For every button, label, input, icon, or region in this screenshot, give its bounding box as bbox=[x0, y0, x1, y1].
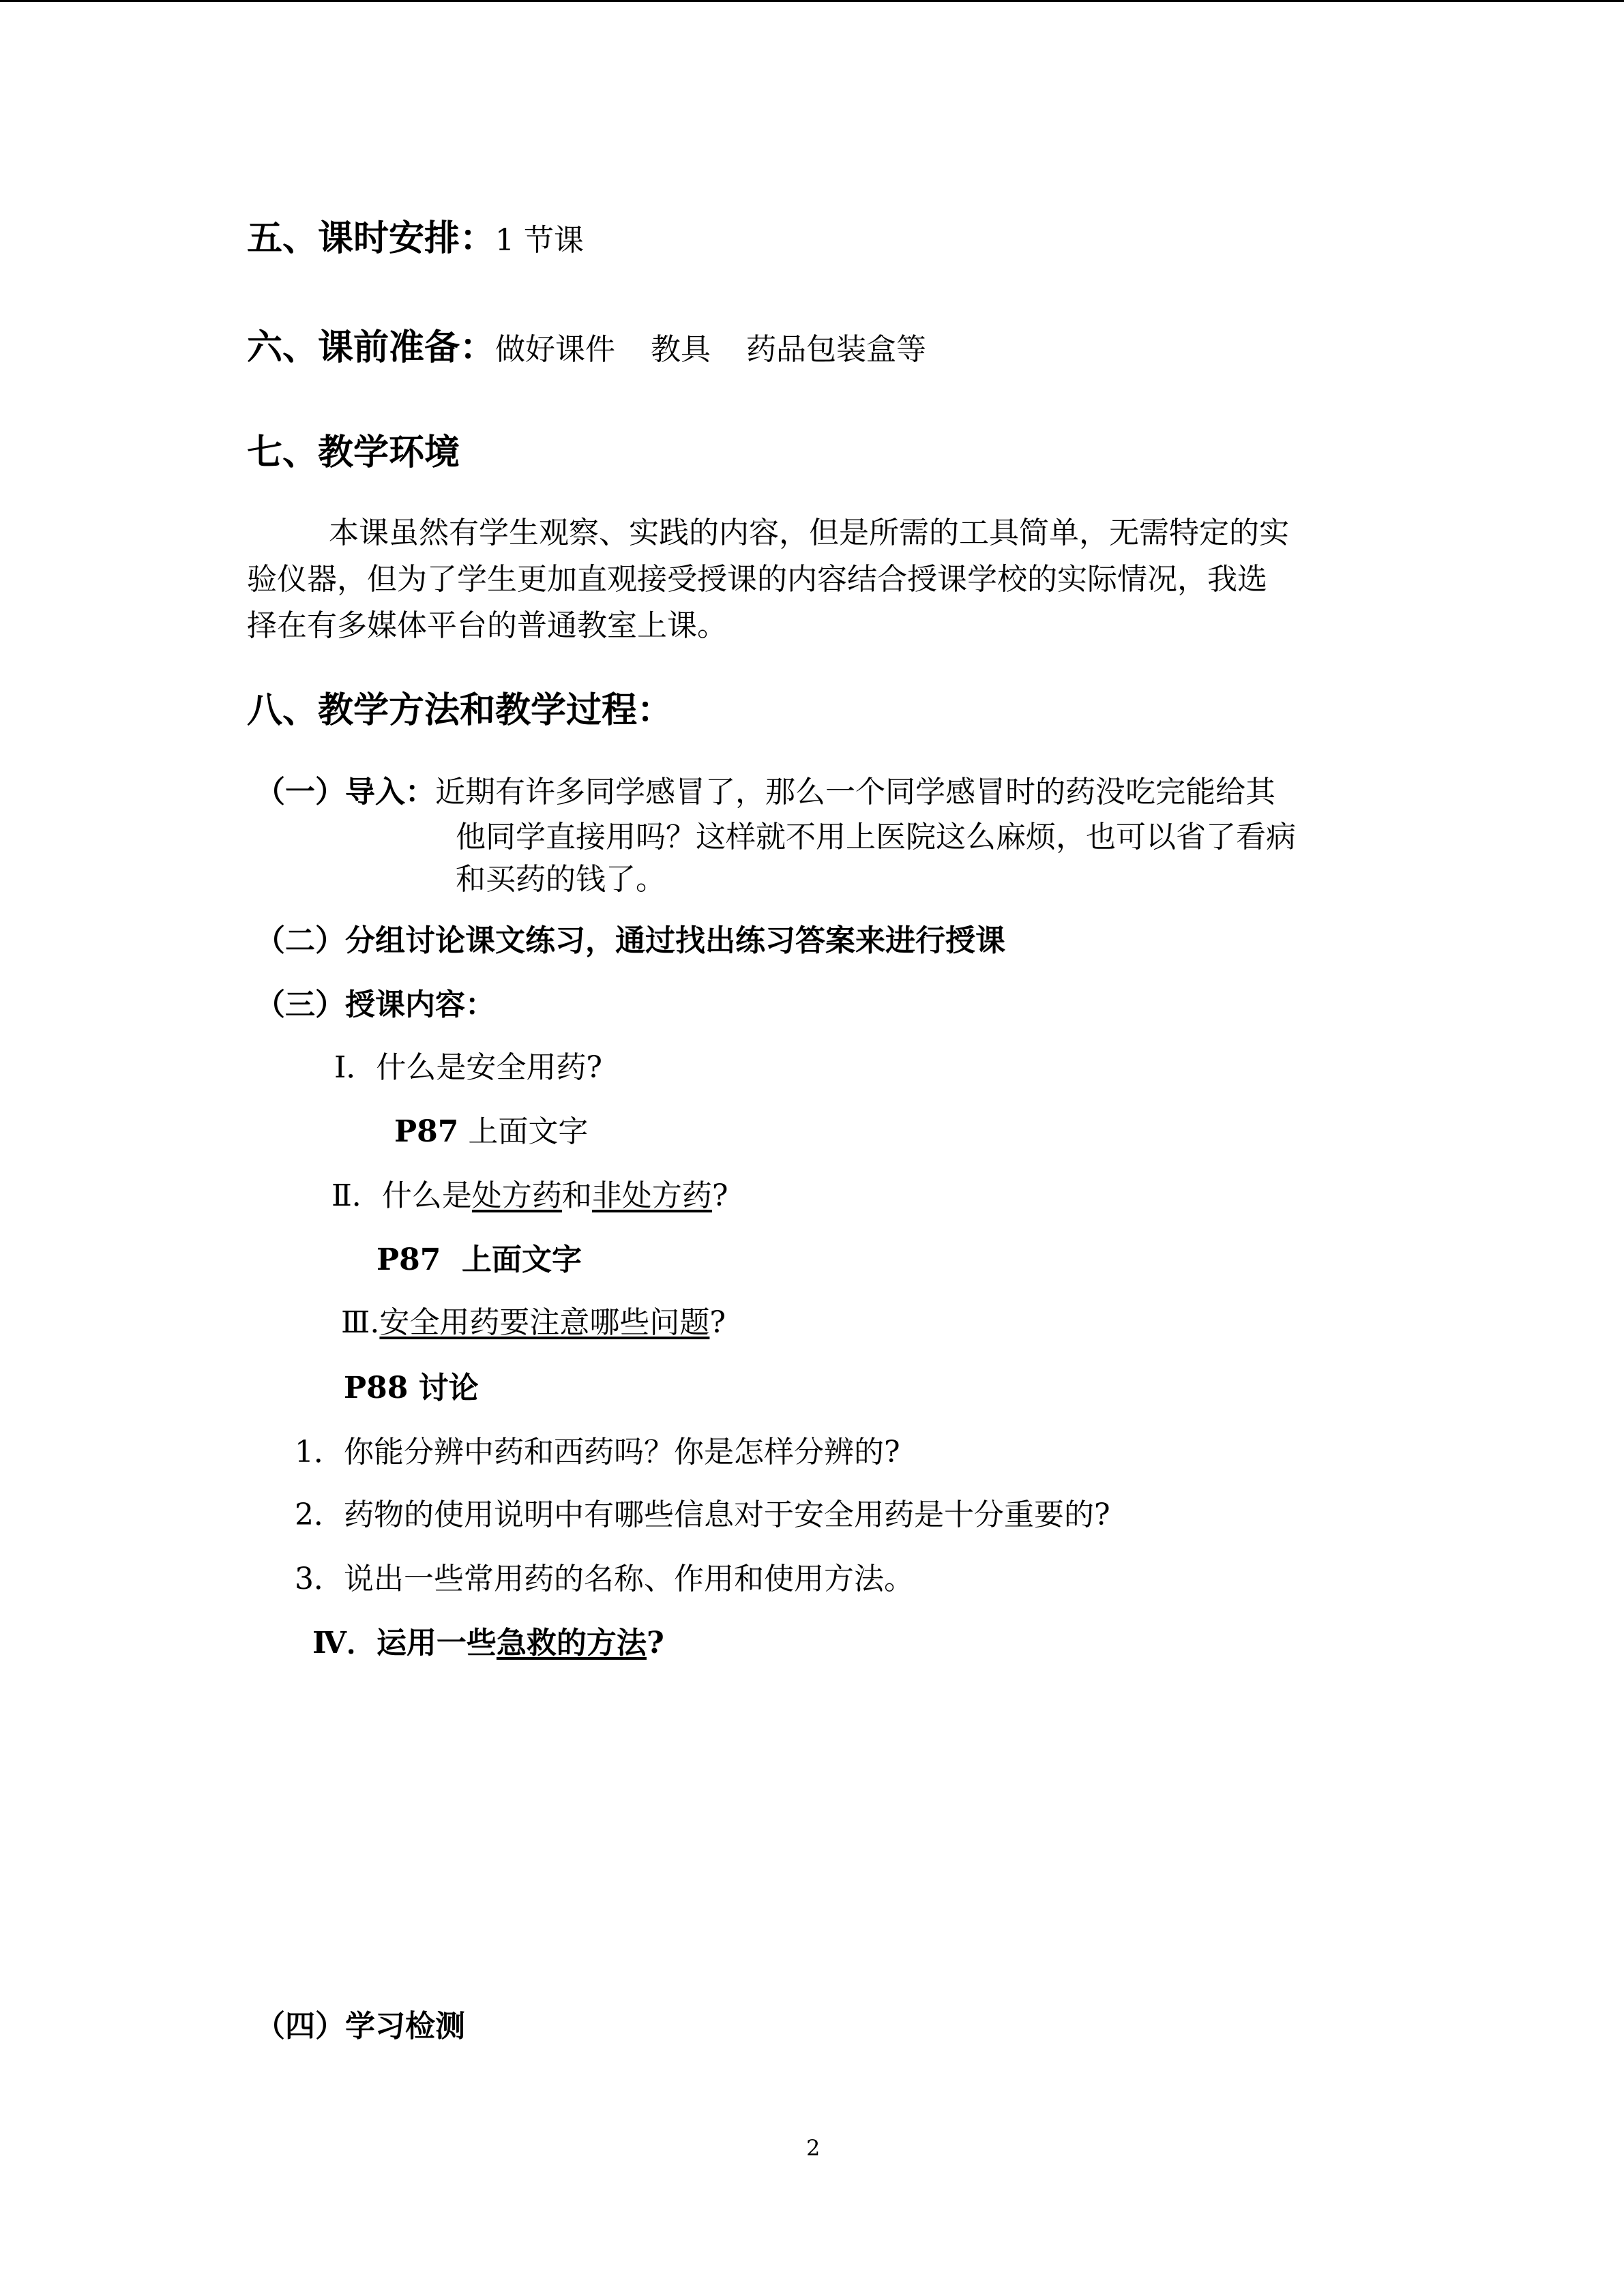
paragraph-line: 择在有多媒体平台的普通教室上课。 bbox=[247, 608, 727, 643]
question-text: 和 bbox=[561, 1178, 592, 1213]
intro-text-line: 近期有许多同学感冒了，那么一个同学感冒时的药没吃完能给其 bbox=[435, 775, 1275, 809]
discussion-item-2 bbox=[295, 1496, 1110, 1534]
term-otc-drug: 非处方药 bbox=[591, 1178, 712, 1213]
section-preparation bbox=[247, 326, 926, 372]
intro-text-line: 和买药的钱了。 bbox=[456, 862, 666, 897]
discussion-text: 说出一些常用药的名称、作用和使用方法。 bbox=[344, 1562, 914, 1596]
learning-check-heading: （四）学习检测 bbox=[255, 2009, 465, 2044]
reference-p87-a bbox=[394, 1113, 588, 1151]
list-number: 1． bbox=[295, 1435, 344, 1470]
reference-p87-b bbox=[377, 1241, 582, 1279]
page-number: 2 bbox=[806, 2135, 821, 2161]
page-ref-note: 讨论 bbox=[408, 1371, 479, 1405]
roman-marker: Ⅳ． bbox=[312, 1626, 377, 1660]
intro-label: （一）导入： bbox=[255, 775, 435, 809]
paragraph-line: 本课虽然有学生观察、实践的内容，但是所需的工具简单，无需特定的实 bbox=[329, 516, 1289, 550]
question-mark: ? bbox=[711, 1178, 728, 1213]
page-ref: P88 bbox=[344, 1371, 409, 1405]
section-schedule bbox=[247, 217, 584, 263]
prep-item-medicine-boxes: 药品包装盒等 bbox=[746, 332, 927, 367]
paragraph-line: 验仪器，但为了学生更加直观接受授课的内容结合授课学校的实际情况，我选 bbox=[247, 562, 1267, 597]
question-mark: ? bbox=[709, 1305, 726, 1340]
lesson-content-heading: （三）授课内容： bbox=[255, 987, 495, 1022]
question-what-is-safe-medication bbox=[334, 1049, 602, 1087]
page-ref-note: 上面文字 bbox=[441, 1242, 582, 1277]
roman-marker: Ⅰ． bbox=[334, 1050, 377, 1085]
list-number: 2． bbox=[295, 1497, 344, 1532]
question-mark: ? bbox=[646, 1626, 664, 1660]
question-prescription-drugs bbox=[331, 1177, 728, 1215]
group-discussion-heading: （二）分组讨论课文练习，通过找出练习答案来进行授课 bbox=[255, 923, 1005, 958]
page-ref-note: 上面文字 bbox=[458, 1114, 589, 1149]
discussion-item-3 bbox=[295, 1560, 914, 1598]
section-method-heading: 八、教学方法和教学过程： bbox=[247, 689, 673, 731]
term-prescription-drug: 处方药 bbox=[471, 1178, 562, 1213]
discussion-text: 你能分辨中药和西药吗？你是怎样分辨的? bbox=[344, 1435, 900, 1470]
section-preparation-heading: 六、课前准备： bbox=[247, 327, 496, 368]
top-border-line bbox=[0, 0, 1624, 2]
section-environment-heading: 七、教学环境 bbox=[247, 432, 460, 473]
intro-text-line: 他同学直接用吗？这样就不用上医院这么麻烦，也可以省了看病 bbox=[456, 820, 1296, 854]
term-safety-issues: 安全用药要注意哪些问题 bbox=[379, 1305, 710, 1340]
question-first-aid bbox=[312, 1624, 664, 1663]
roman-marker: Ⅲ. bbox=[341, 1305, 380, 1340]
page-ref: P87 bbox=[394, 1114, 459, 1149]
question-safety-issues bbox=[341, 1304, 726, 1342]
prep-item-teaching-aids: 教具 bbox=[651, 332, 711, 367]
roman-marker: Ⅱ． bbox=[331, 1178, 382, 1213]
section-schedule-value: 1 节课 bbox=[495, 223, 584, 258]
question-text: 什么是 bbox=[381, 1178, 472, 1213]
discussion-text: 药物的使用说明中有哪些信息对于安全用药是十分重要的? bbox=[344, 1497, 1110, 1532]
intro-line-1 bbox=[255, 773, 1275, 811]
page-ref: P87 bbox=[377, 1242, 441, 1277]
question-text: 运用一些 bbox=[376, 1626, 497, 1660]
section-schedule-heading: 五、课时安排： bbox=[247, 218, 496, 259]
section-environment-paragraph bbox=[247, 510, 1379, 649]
reference-p88 bbox=[344, 1369, 479, 1407]
prep-item-courseware: 做好课件 bbox=[495, 332, 616, 367]
term-first-aid: 急救的方法 bbox=[496, 1626, 647, 1660]
list-number: 3． bbox=[295, 1562, 344, 1596]
question-text: 什么是安全用药? bbox=[376, 1050, 602, 1085]
discussion-item-1 bbox=[295, 1433, 900, 1472]
